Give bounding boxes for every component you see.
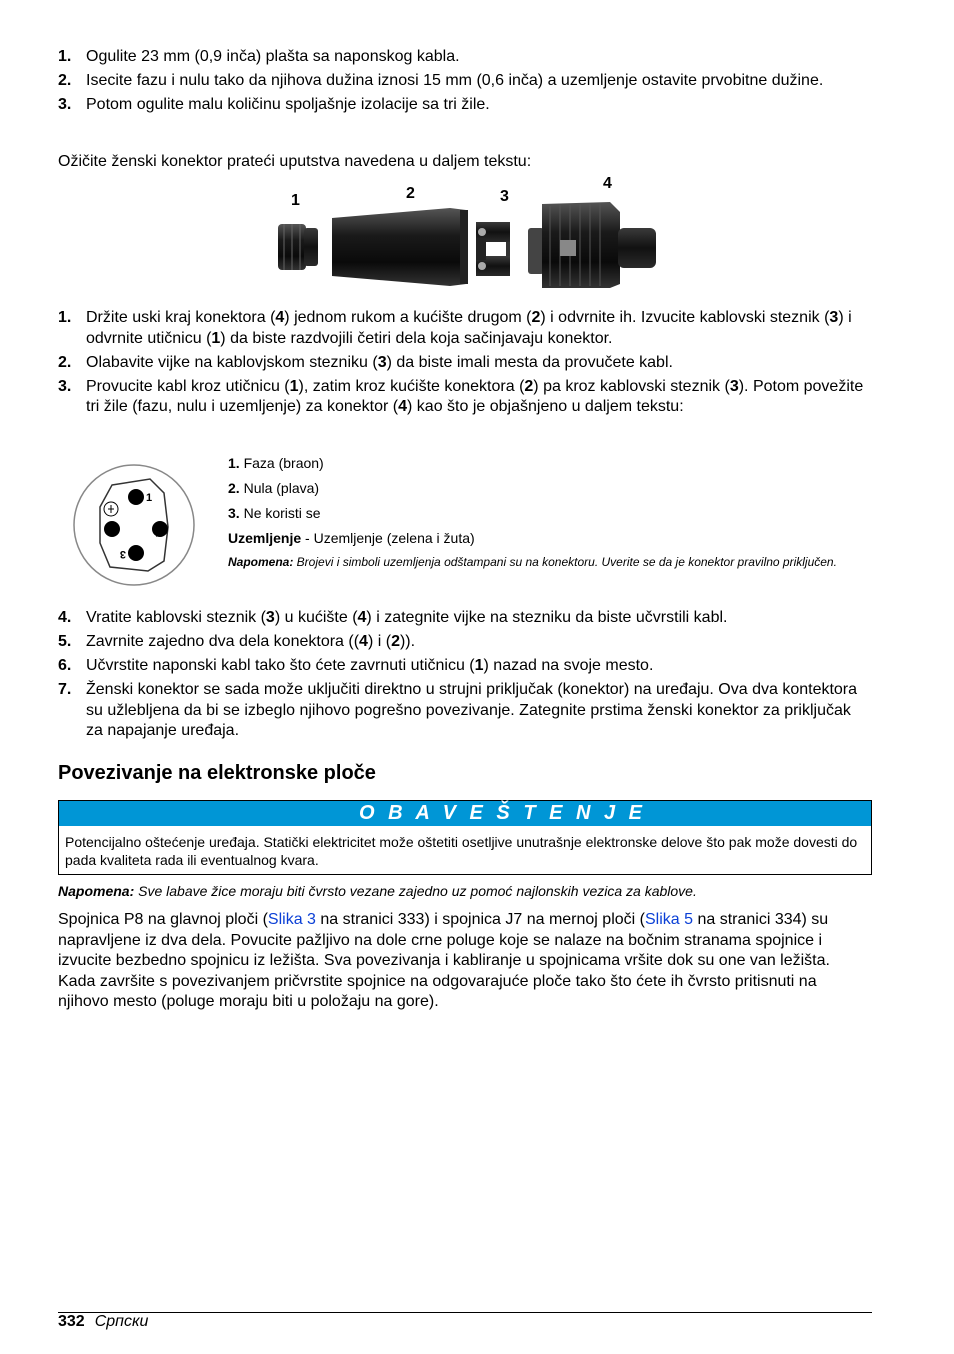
list-item: 1. Držite uski kraj konektora (4) jednom rukom a kućište drugom (2) i odvrnite ih. Izvucite kablovski steznik (3) i odvrnite utičnicu (1) da biste razdvojili četiri dela koja sačinjavaju konektor.	[58, 309, 852, 347]
steps-strip-cable	[58, 47, 870, 119]
legend-row: 2. Nula (plava)	[228, 480, 320, 496]
link-slika-5[interactable]: Slika 5	[644, 911, 694, 928]
intro-text: Ožičite ženski konektor prateći uputstva navedena u daljem tekstu:	[58, 153, 532, 170]
list-item: 1. Ogulite 23 mm (0,9 inča) plašta sa naponskog kabla.	[58, 48, 460, 65]
legend-row: Uzemljenje - Uzemljenje (zelena i žuta)	[228, 530, 475, 546]
page-number: 332	[58, 1313, 85, 1330]
figure-label-3: 3	[500, 188, 509, 205]
list-item: 6. Učvrstite naponski kabl tako što ćete zavrnuti utičnicu (1) nazad na svoje mesto.	[58, 657, 654, 674]
note-cable-ties: Napomena: Sve labave žice moraju biti čvrsto vezane zajedno uz pomoć najlonskih vezica za kablove.	[58, 883, 697, 899]
legend-row: 3. Ne koristi se	[228, 505, 321, 521]
list-item: 3. Potom ogulite malu količinu spoljašnje izolacije sa tri žile.	[58, 96, 490, 113]
footer-rule	[58, 1312, 872, 1313]
paragraph-connectors: Spojnica P8 na glavnoj ploči (Slika 3 na stranici 333) i spojnica J7 na mernoj ploči (Slika 5 na stranici 334) su napravljene iz dva dela. Povucite pažljivo na dole crne poluge koje se nalaze na bočnim stranama spojnice i izvucite bezbedno spojnicu iz ležišta. Sva povezivanja i kabliranje u spojnicama vršite dok su one van ležišta. Kada završite s povezivanjem pričvrstite spojnice na odgovarajuće ploče tako što ćete ih čvrsto pritisnuti na njihovo mesto (poluge moraju biti u položaju na gore).	[58, 911, 830, 1010]
connector-parts-figure	[270, 172, 670, 290]
list-item: 7. Ženski konektor se sada može uključiti direktno u strujni priključak (konektor) na uređaju. Ova dva kontektora su užlebljena da bi se izbeglo njihovo pogrešno povezivanje. Zategnite prstima ženski konektor za priključak za napajanje uređaja.	[58, 681, 858, 739]
list-item: 5. Zavrnite zajedno dva dela konektora ((4) i (2)).	[58, 633, 416, 650]
list-item: 2. Olabavite vijke na kablovjskom stezniku (3) da biste imali mesta da provučete kabl.	[58, 353, 673, 371]
connector-pinout-svg	[72, 463, 196, 587]
part-3-cable-clamp	[476, 222, 510, 276]
figure-label-1: 1	[291, 192, 300, 209]
pin-label-1: 1	[146, 492, 153, 504]
pinout-legend	[228, 454, 868, 570]
link-slika-3[interactable]: Slika 3	[267, 911, 316, 928]
part-4-plug	[528, 202, 656, 288]
figure-label-2: 2	[406, 185, 415, 202]
list-item: 4. Vratite kablovski steznik (3) u kućište (4) i zategnite vijke na stezniku da biste učvrstili kabl.	[58, 609, 728, 626]
legend-row: 1. Faza (braon)	[228, 455, 324, 471]
steps-disassemble	[58, 308, 870, 421]
list-item: 2. Isecite fazu i nulu tako da njihova dužina iznosi 15 mm (0,6 inča) a uzemljenje ostavite prvobitne dužine.	[58, 72, 824, 89]
notice-box	[58, 800, 872, 875]
notice-title: O B A V E Š T E N J E	[59, 801, 871, 826]
pinout-diagram	[72, 463, 196, 587]
footer-language: Српски	[94, 1313, 149, 1330]
pin-label-2: 2	[153, 531, 165, 538]
list-item: 3. Provucite kabl kroz utičnicu (1), zatim kroz kućište konektora (2) pa kroz kablovski steznik (3). Potom povežite tri žile (fazu, nulu i uzemljenje) za konektor (4) kao što je objašnjeno u daljem tekstu:	[58, 377, 864, 415]
page-footer	[58, 1313, 148, 1331]
notice-body: Potencijalno oštećenje uređaja. Statički elektricitet može oštetiti osetljive unutrašnje elektronske delove što pak može dovesti do pada kvaliteta rada ili eventualnog kvara.	[65, 834, 858, 868]
part-2-housing	[332, 208, 468, 286]
steps-assemble	[58, 608, 870, 745]
section-heading: Povezivanje na elektronske ploče	[58, 762, 376, 784]
legend-note: Napomena: Brojevi i simboli uzemljenja odštampani su na konektoru. Uverite se da je konektor pravilno priključen.	[228, 555, 837, 569]
part-1-nut	[278, 224, 318, 270]
pin-label-3: 3	[119, 548, 126, 560]
figure-label-4: 4	[603, 175, 612, 192]
